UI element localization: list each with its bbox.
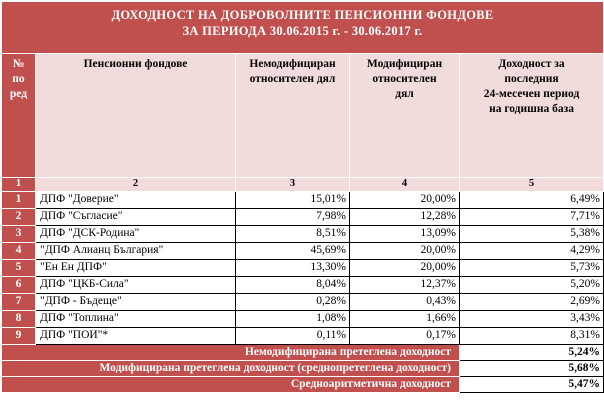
- fund-name: ДПФ "ЦКБ-Сила": [36, 277, 236, 294]
- row-number: 3: [2, 226, 36, 243]
- fund-name: ДПФ "ДСК-Родина": [36, 226, 236, 243]
- modified-share: 12,37%: [350, 277, 460, 294]
- column-number: 2: [36, 178, 236, 192]
- modified-share: 20,00%: [350, 243, 460, 260]
- unmodified-share: 13,30%: [236, 260, 350, 277]
- fund-name: "Ен Ен ДПФ": [36, 260, 236, 277]
- column-number: 4: [350, 178, 460, 192]
- table-row: [2, 294, 604, 311]
- summary-label: Средноаритметична доходност: [2, 377, 460, 393]
- column-number-row: [2, 178, 604, 192]
- yield-value: 4,29%: [460, 243, 604, 260]
- unmodified-share: 0,11%: [236, 328, 350, 345]
- modified-share: 13,09%: [350, 226, 460, 243]
- unmodified-share: 7,98%: [236, 209, 350, 226]
- column-number: 3: [236, 178, 350, 192]
- modified-share: 0,17%: [350, 328, 460, 345]
- row-number: 2: [2, 209, 36, 226]
- header-no: № по ред: [2, 54, 36, 178]
- header-fund: Пенсионни фондове: [36, 54, 236, 178]
- unmodified-share: 15,01%: [236, 192, 350, 209]
- summary-row: [2, 345, 604, 361]
- yield-value: 5,20%: [460, 277, 604, 294]
- unmodified-share: 1,08%: [236, 311, 350, 328]
- header-modified: Модифициран относителен дял: [350, 54, 460, 178]
- unmodified-share: 8,51%: [236, 226, 350, 243]
- yield-value: 3,43%: [460, 311, 604, 328]
- title-line-2: ЗА ПЕРИОДА 30.06.2015 г. - 30.06.2017 г.: [182, 24, 423, 38]
- unmodified-share: 8,04%: [236, 277, 350, 294]
- yield-value: 8,31%: [460, 328, 604, 345]
- fund-name: ДПФ "ПОИ"*: [36, 328, 236, 345]
- table-row: [2, 226, 604, 243]
- yield-value: 2,69%: [460, 294, 604, 311]
- row-number: 7: [2, 294, 36, 311]
- summary-label: Немодифицирана претеглена доходност: [2, 345, 460, 361]
- yield-value: 5,38%: [460, 226, 604, 243]
- table-row: [2, 192, 604, 209]
- unmodified-share: 45,69%: [236, 243, 350, 260]
- yield-value: 7,71%: [460, 209, 604, 226]
- row-number: 9: [2, 328, 36, 345]
- summary-row: [2, 361, 604, 377]
- unmodified-share: 0,28%: [236, 294, 350, 311]
- fund-name: ДПФ "Съгласие": [36, 209, 236, 226]
- modified-share: 12,28%: [350, 209, 460, 226]
- summary-value: 5,47%: [460, 377, 604, 393]
- fund-name: "ДПФ Алианц България": [36, 243, 236, 260]
- header-yield: Доходност за последния 24-месечен период на годишна база: [460, 54, 604, 178]
- summary-value: 5,68%: [460, 361, 604, 377]
- table-row: [2, 277, 604, 294]
- fund-name: ДПФ "Топлина": [36, 311, 236, 328]
- row-number: 1: [2, 192, 36, 209]
- modified-share: 1,66%: [350, 311, 460, 328]
- row-number: 5: [2, 260, 36, 277]
- column-number: 5: [460, 178, 604, 192]
- yield-table: [1, 1, 604, 393]
- table-row: [2, 328, 604, 345]
- header-unmodified: Немодифициран относителен дял: [236, 54, 350, 178]
- row-number: 6: [2, 277, 36, 294]
- table-row: [2, 243, 604, 260]
- yield-value: 5,73%: [460, 260, 604, 277]
- column-number: 1: [2, 178, 36, 192]
- summary-label: Модифицирана претеглена доходност (среднопретеглена доходност): [2, 361, 460, 377]
- title-line-1: ДОХОДНОСТ НА ДОБРОВОЛНИТЕ ПЕНСИОННИ ФОНДОВЕ: [111, 8, 494, 22]
- summary-value: 5,24%: [460, 345, 604, 361]
- table-row: [2, 260, 604, 277]
- summary-row: [2, 377, 604, 393]
- modified-share: 20,00%: [350, 260, 460, 277]
- fund-name: "ДПФ - Бъдеще": [36, 294, 236, 311]
- fund-name: ДПФ "Доверие": [36, 192, 236, 209]
- table-title: [2, 2, 604, 54]
- yield-value: 6,49%: [460, 192, 604, 209]
- modified-share: 20,00%: [350, 192, 460, 209]
- table-row: [2, 311, 604, 328]
- row-number: 8: [2, 311, 36, 328]
- row-number: 4: [2, 243, 36, 260]
- table-row: [2, 209, 604, 226]
- modified-share: 0,43%: [350, 294, 460, 311]
